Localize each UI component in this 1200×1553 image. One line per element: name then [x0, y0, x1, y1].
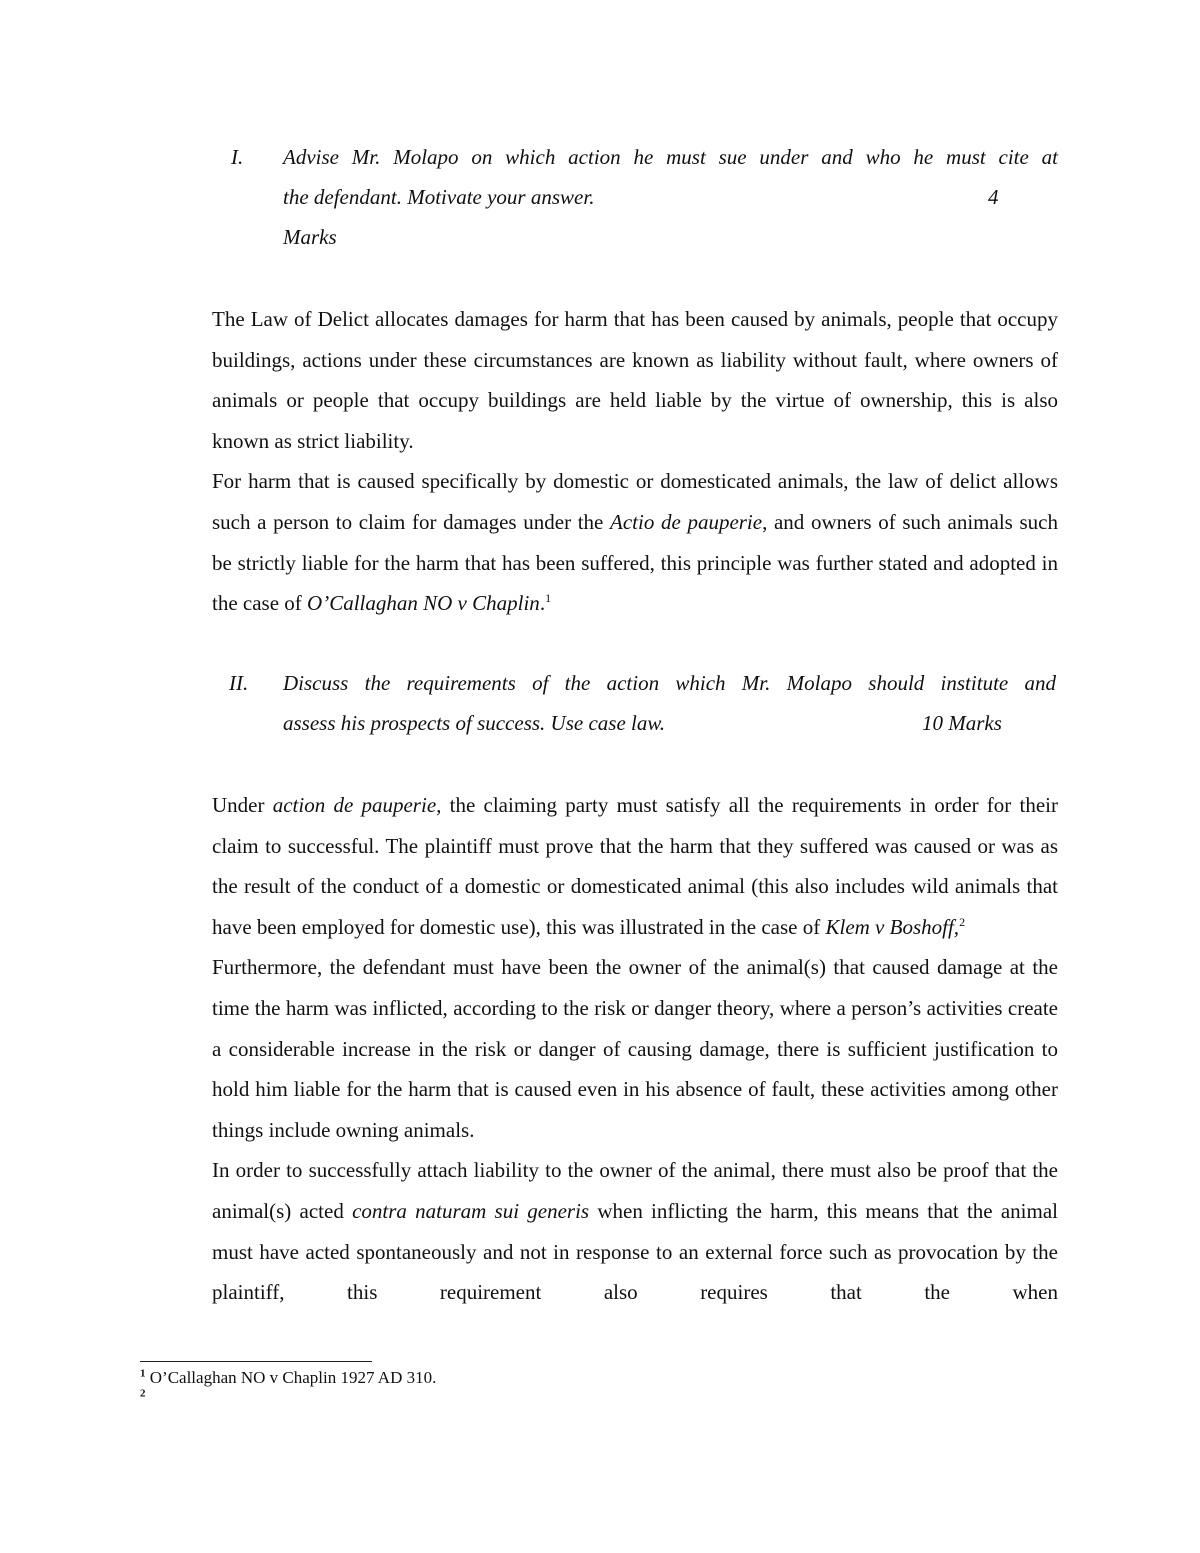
question-2-number: II.: [229, 671, 249, 695]
answer-2-paragraph-3-text-b: when inflicting the harm, this means that the animal must have acted spontaneously and not in response to an external force such as provocation by the plaintiff, this requirement also requires that the when: [212, 1198, 1059, 1305]
footnote-2-number: 2: [140, 1387, 146, 1400]
contra-naturam-term: contra naturam sui generis: [352, 1198, 590, 1223]
footnote-2: [140, 1388, 146, 1408]
answer-2: [212, 785, 1058, 1313]
action-de-pauperie-term: action de pauperie,: [272, 793, 442, 817]
question-1-marks-value: 4: [988, 185, 999, 209]
question-1-marks-label: Marks: [283, 225, 337, 249]
question-2: [229, 663, 1069, 743]
question-1-line-2: the defendant. Motivate your answer.: [283, 185, 595, 209]
answer-2-paragraph-1-text-a: Under: [212, 793, 273, 817]
footnote-separator: [140, 1361, 372, 1362]
answer-1-paragraph-2-end: .: [539, 591, 546, 616]
footnote-ref-1: 1: [545, 591, 552, 606]
answer-2-paragraph-1-text-b: the claiming party must satisfy all the requirements in order for their claim to successful. The plaintiff must prove that the harm that they suffered was caused or was as the result of the conduct of a domestic or domesticated animal (this also includes wild animals that have been employed for domestic use), this was illustrated in the case of: [212, 793, 1058, 939]
footnote-1: [140, 1368, 436, 1388]
footnote-ref-2: 2: [959, 914, 966, 929]
answer-1-paragraph-1: The Law of Delict allocates damages for harm that has been caused by animals, people that occupy buildings, actions under these circumstances are known as liability without fault, where owners of animals or people that occupy buildings are held liable by the virtue of ownership, this is also known as strict liability.: [212, 307, 1058, 453]
case-citation-ocallaghan: O’Callaghan NO v Chaplin: [307, 591, 540, 616]
answer-2-paragraph-2: Furthermore, the defendant must have been the owner of the animal(s) that caused damage at the time the harm was inflicted, according to the risk or danger theory, where a person’s activities create a considerable increase in the risk or danger of causing damage, there is sufficient justification to hold him liable for the harm that is caused even in his absence of fault, these activities among other things include owning animals.: [212, 955, 1058, 1142]
footnote-1-number: 1: [140, 1367, 146, 1380]
answer-2-paragraph-3-text-a: In order to successfully attach liability to the owner of the animal, there must also be proof that the animal(s) acted: [212, 1158, 1058, 1223]
actio-de-pauperie-term: Actio de pauperie: [610, 509, 763, 534]
case-citation-klem: Klem v Boshoff,: [825, 914, 960, 939]
answer-1-paragraph-2: [212, 461, 1058, 623]
answer-1: [212, 299, 1058, 624]
answer-1-paragraph-2-text-b: , and owners of such animals such be strictly liable for the harm that has been suffered, this principle was further stated and adopted in the case of: [212, 509, 1058, 616]
answer-2-paragraph-3: [212, 1150, 1058, 1312]
answer-2-paragraph-1: [212, 785, 1058, 947]
question-1-line-1: Advise Mr. Molapo on which action he must sue under and who he must cite at: [283, 145, 1058, 169]
footnote-1-text: O’Callaghan NO v Chaplin 1927 AD 310.: [149, 1368, 437, 1387]
question-1-number: I.: [231, 145, 244, 169]
answer-1-paragraph-2-text-a: For harm that is caused specifically by domestic or domesticated animals, the law of delict allows such a person to claim for damages under the: [212, 469, 1058, 534]
question-2-line-1: Discuss the requirements of the action which Mr. Molapo should institute and: [283, 671, 1056, 695]
question-2-marks: 10 Marks: [922, 711, 1002, 735]
question-2-line-2: assess his prospects of success. Use case law.: [283, 711, 666, 735]
question-1: [231, 137, 1071, 257]
